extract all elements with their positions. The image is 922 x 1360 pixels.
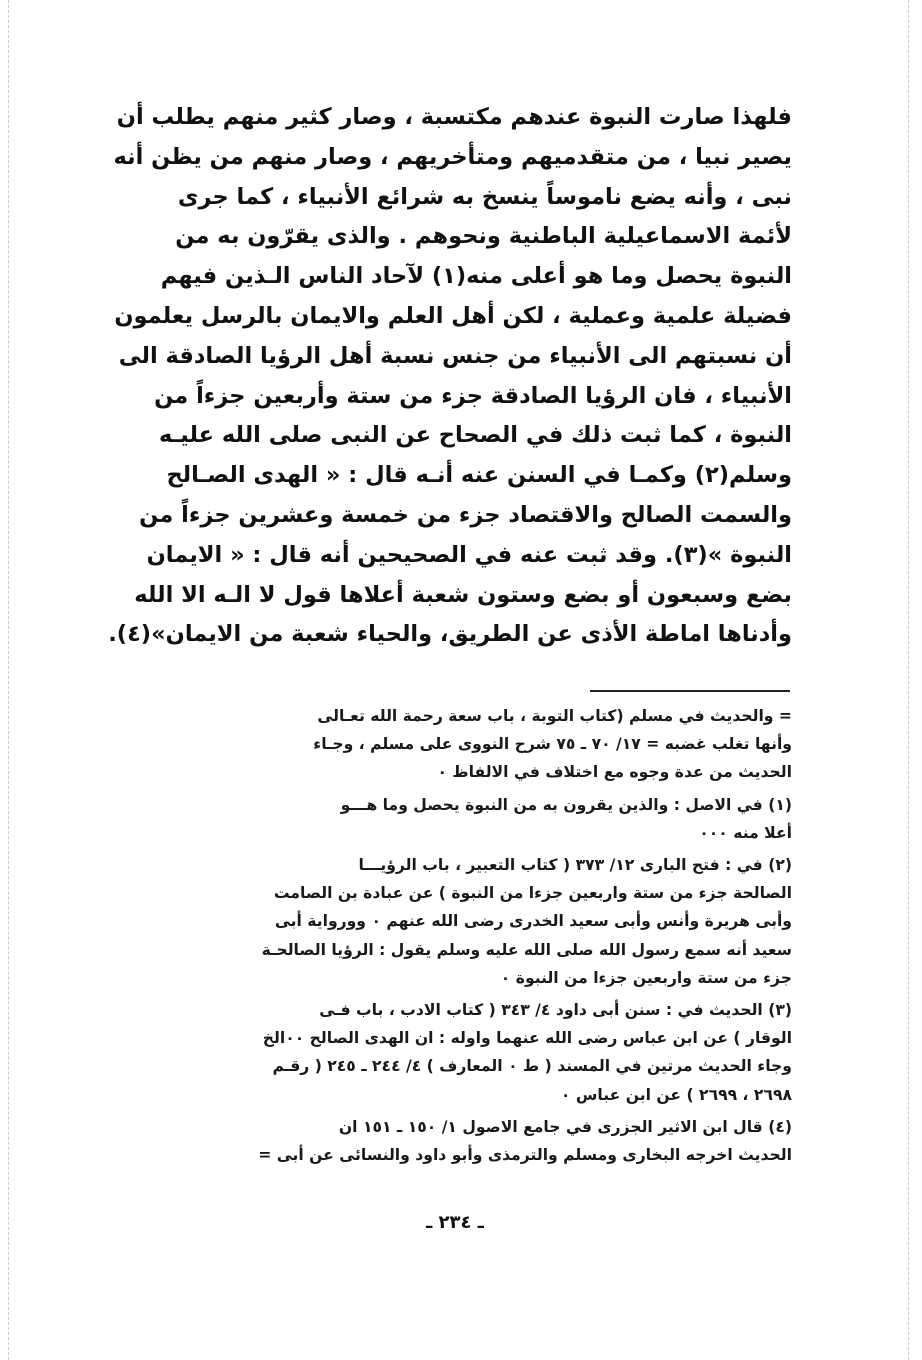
footnote-line: الحديث اخرجه البخارى ومسلم والترمذى وأبو داود والنسائى عن أبى = bbox=[258, 1146, 792, 1165]
main-text-line: النبوة يحصل وما هو أعلى منه(١) لآحاد الناس الـذين فيهم bbox=[160, 263, 792, 290]
page-number: ـ ٢٣٤ ـ bbox=[426, 1212, 484, 1233]
footnote-line: الصالحة جزء من ستة واربعين جزءا من النبوة ) عن عبادة بن الصامت bbox=[273, 884, 792, 903]
main-text-line: فضيلة علمية وعملية ، لكن أهل العلم والايمان بالرسل يعلمون bbox=[114, 302, 792, 329]
main-text-line: لأئمة الاسماعيلية الباطنية ونحوهم . والذى يقرّون به من bbox=[175, 223, 792, 250]
footnote-line: الوقار ) عن ابن عباس رضى الله عنهما واوله : ان الهدى الصالح ٠٠الخ bbox=[262, 1029, 792, 1048]
footnote-separator bbox=[590, 690, 790, 692]
footnote-line: الحديث من عدة وجوه مع اختلاف في الالفاظ ٠ bbox=[437, 763, 792, 782]
main-text-line: والسمت الصالح والاقتصاد جزء من خمسة وعشرين جزءاً من bbox=[139, 501, 792, 528]
footnote-line: (٤) قال ابن الاثير الجزرى في جامع الاصول ١/ ١٥٠ ـ ١٥١ ان bbox=[338, 1117, 792, 1136]
main-text-block bbox=[108, 98, 792, 655]
main-text-line: يصير نبيا ، من متقدميهم ومتأخريهم ، وصار منهم من يظن أنه bbox=[113, 143, 792, 170]
footnote-line: أعلا منه ٠٠٠ bbox=[699, 823, 792, 842]
footnote-4 bbox=[128, 1113, 792, 1169]
main-text-line: فلهذا صارت النبوة عندهم مكتسبة ، وصار كثير منهم يطلب أن bbox=[116, 104, 792, 130]
main-text-line: وسلم(٢) وكمـا في السنن عنه أنـه قال : « الهدى الصـالح bbox=[166, 462, 792, 489]
footnote-line: (٣) الحديث في : سنن أبى داود ٤/ ٣٤٣ ( كتاب الادب ، باب فـى bbox=[319, 1001, 792, 1020]
footnote-2 bbox=[128, 851, 792, 992]
footnote-continuation bbox=[128, 702, 792, 787]
main-text-line: الأنبياء ، فان الرؤيا الصادقة جزء من ستة وأربعين جزءاً من bbox=[154, 382, 792, 409]
footnote-line: سعيد أنه سمع رسول الله صلى الله عليه وسلم يقول : الرؤيا الصالحـة bbox=[261, 940, 792, 959]
footnote-line: جزء من ستة واربعين جزءا من النبوة ٠ bbox=[500, 968, 792, 987]
footnotes-block bbox=[128, 702, 792, 1173]
footnote-line: (١) في الاصل : والذين يقرون به من النبوة يحصل وما هـــو bbox=[340, 795, 792, 814]
footnote-line: (٢) في : فتح البارى ١٢/ ٣٧٣ ( كتاب التعبير ، باب الرؤيـــا bbox=[358, 856, 792, 875]
main-text-line: أن نسبتهم الى الأنبياء من جنس نسبة أهل الرؤيا الصادقة الى bbox=[118, 342, 792, 369]
footnote-line: وأبى هريرة وأنس وأبى سعيد الخدرى رضى الله عنهم ٠ وورواية أبى bbox=[274, 912, 792, 931]
main-text-line: النبوة »(٣). وقد ثبت عنه في الصحيحين أنه قال : « الايمان bbox=[146, 541, 792, 568]
footnote-1 bbox=[128, 791, 792, 847]
footnote-line: وجاء الحديث مرتين في المسند ( ط ٠ المعارف ) ٤/ ٢٤٤ ـ ٢٤٥ ( رقـم bbox=[272, 1057, 792, 1076]
main-text-line: بضع وسبعون أو بضع وستون شعبة أعلاها قول لا الـه الا الله bbox=[134, 581, 792, 608]
main-text-line: النبوة ، كما ثبت ذلك في الصحاح عن النبى صلى الله عليـه bbox=[158, 422, 792, 449]
main-text-line: وأدناها اماطة الأذى عن الطريق، والحياء شعبة من الايمان»(٤). bbox=[108, 621, 792, 648]
footnote-line: = والحديث في مسلم (كتاب التوبة ، باب سعة رحمة الله تعـالى bbox=[317, 707, 792, 725]
footnote-line: ٢٦٩٨ ، ٢٦٩٩ ) عن ابن عباس ٠ bbox=[560, 1085, 792, 1104]
footnote-line: وأنها تغلب غضبه = ١٧/ ٧٠ ـ ٧٥ شرح النووى على مسلم ، وجـاء bbox=[313, 735, 792, 754]
main-text-line: نبى ، وأنه يضع ناموساً ينسخ به شرائع الأنبياء ، كما جرى bbox=[177, 183, 792, 210]
footnote-3 bbox=[128, 996, 792, 1109]
